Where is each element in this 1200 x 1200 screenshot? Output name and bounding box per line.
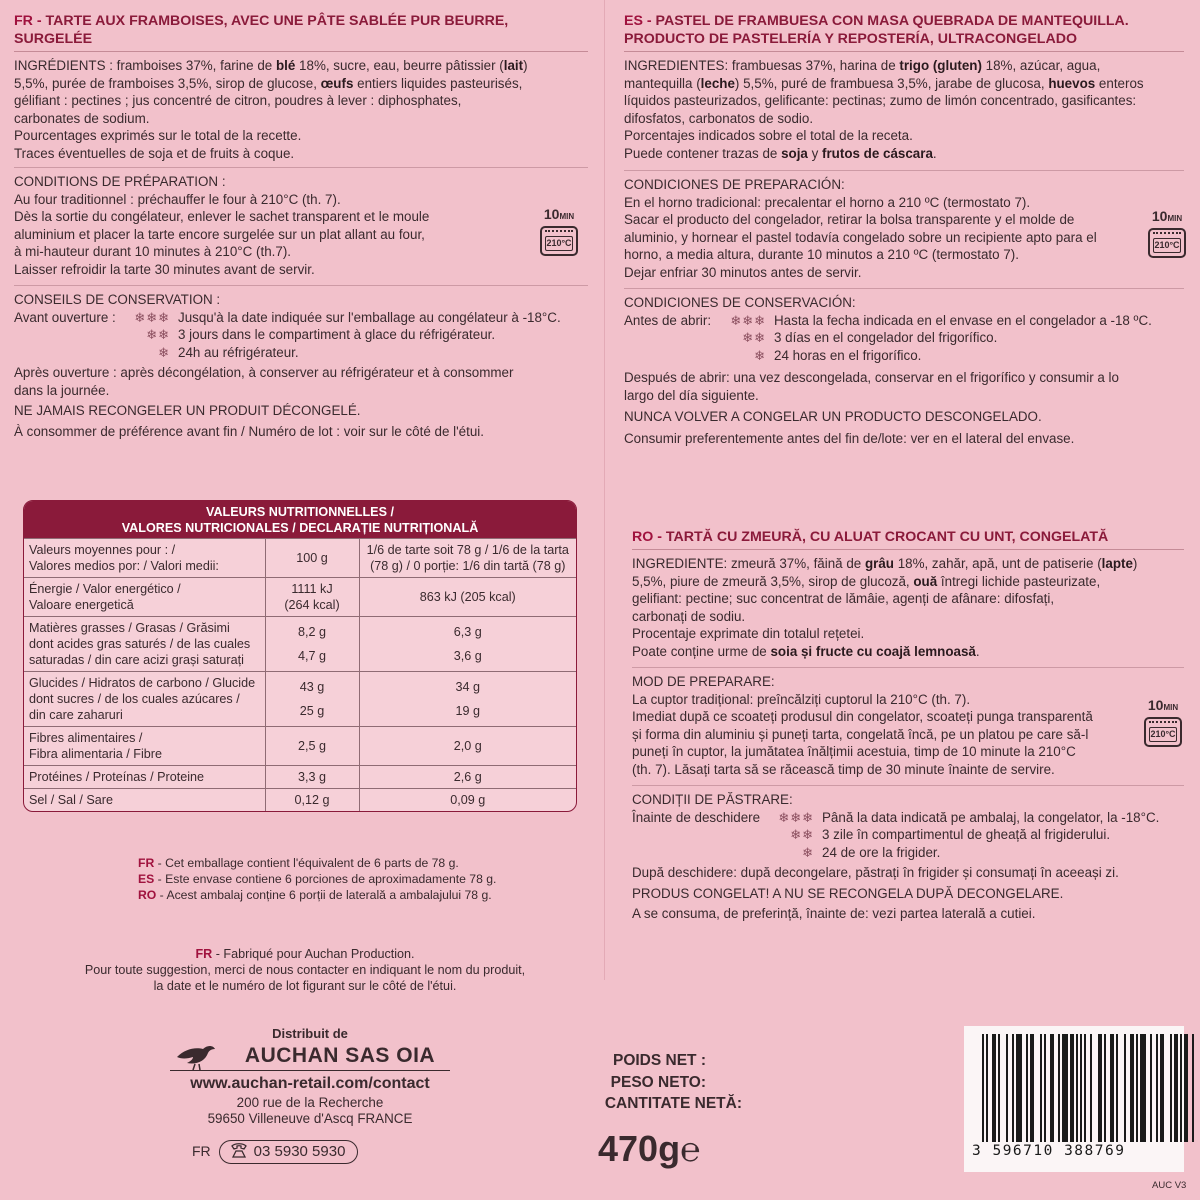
- text-run: gelifiant: pectine; suc concentrat de lămâie, agenți de afânare: difosfați,: [632, 591, 1055, 606]
- nutrition-row: [24, 766, 576, 789]
- fr-never-refreeze: NE JAMAIS RECONGELER UN PRODUIT DÉCONGELÉ.: [14, 403, 361, 418]
- text-line: [14, 57, 588, 75]
- nutrition-cell-text: 8,2 g: [297, 625, 326, 639]
- version-code: AUC V3: [1152, 1180, 1187, 1191]
- pack-notes: [138, 855, 496, 903]
- nutrition-cell-text: 3,6 g: [453, 649, 482, 663]
- brand-name: AUCHAN SAS OIA: [244, 1043, 436, 1067]
- text-run: INGREDIENTES: frambuesas 37%, harina de: [624, 58, 900, 73]
- text-line: puneți în cuptor, la jumătatea înălțimii acestuia, timp de 10 minute la 210°C: [632, 744, 1076, 759]
- ro-cons-title: CONDIȚII DE PĂSTRARE:: [632, 792, 793, 807]
- allergen: œufs: [320, 75, 354, 91]
- text-run: .: [932, 145, 937, 161]
- nutrition-cell-text: saturadas / din care acizi grași saturați: [29, 653, 244, 667]
- text-line: [14, 75, 588, 93]
- es-cons-after: [624, 369, 1184, 404]
- text-run: Porcentajes indicados sobre el total de la receta.: [624, 128, 913, 143]
- text-line: dans la journée.: [14, 382, 110, 398]
- estimated-sign-icon: ℮: [680, 1130, 701, 1169]
- nutrition-cell-text: 25 g: [299, 704, 325, 718]
- text-line: [14, 110, 588, 128]
- nutrition-cell-text: 2,0 g: [453, 739, 482, 753]
- ro-title: RO - TARTĂ CU ZMEURĂ, CU ALUAT CROCANT CU UNT, CONGELATĂ: [632, 529, 1109, 545]
- text-line: Au four traditionnel : préchauffer le four à 210°C (th. 7).: [14, 191, 341, 207]
- nutrition-cell-text: 43 g: [299, 680, 325, 694]
- text-line: Dès la sortie du congélateur, enlever le sachet transparent et le moule: [14, 209, 430, 224]
- storage-text: 3 zile în compartimentul de gheață al frigiderului.: [822, 827, 1111, 842]
- nutrition-row: [24, 672, 576, 727]
- nutrition-cell-text: Glucides / Hidratos de carbono / Glucide: [29, 676, 256, 690]
- nutrition-cell-text: 0,09 g: [450, 793, 486, 807]
- nutrition-cell-text: 4,7 g: [297, 649, 326, 663]
- es-prep-text: [624, 194, 1184, 282]
- nutrition-row: [24, 617, 576, 672]
- storage-row: [632, 826, 1184, 844]
- ro-cons-after: [632, 864, 1184, 882]
- text-run: INGRÉDIENTS : framboises 37%, farine de: [14, 58, 276, 73]
- text-line: Dejar enfriar 30 minutos antes de servir.: [624, 264, 862, 280]
- text-run: líquidos pasteurizados, gelificante: pectinas; zumo de limón concentrado, gasificantes:: [624, 93, 1137, 108]
- es-cons-rows: [624, 312, 1184, 365]
- es-title: ES - PASTEL DE FRAMBUESA CON MASA QUEBRADA DE MANTEQUILLA. PRODUCTO DE PASTELERÍA Y REPOSTERÍA, ULTRACONGELADO: [624, 13, 1129, 47]
- storage-row: [624, 312, 1184, 330]
- phone-icon: [229, 1143, 249, 1159]
- separator: [632, 785, 1184, 786]
- es-lang-code: ES -: [624, 13, 652, 29]
- fr-section: [14, 12, 588, 440]
- storage-row: [624, 347, 1184, 365]
- contact-url[interactable]: www.auchan-retail.com/contact: [190, 1074, 430, 1092]
- storage-text: 3 jours dans le compartiment à glace du réfrigérateur.: [178, 327, 496, 342]
- text-line: Después de abrir: una vez descongelada, conservar en el frigorífico y consumir a lo: [624, 370, 1119, 385]
- nutrition-cell-text: Énergie / Valor energético /: [29, 582, 181, 596]
- text-run: entiers liquides pasteurisés,: [353, 75, 523, 91]
- freezer-star-icon: ❄: [802, 844, 814, 860]
- text-line: [632, 643, 1184, 661]
- nutrition-row: [24, 789, 576, 812]
- pack-note: FR - Cet emballage contient l'équivalent de 6 parts de 78 g.: [138, 856, 459, 870]
- storage-text: Hasta la fecha indicada en el envase en el congelador a -18 ºC.: [774, 312, 1152, 328]
- text-run: ): [523, 58, 528, 73]
- storage-label: [624, 347, 720, 365]
- allergen: lait: [503, 58, 524, 73]
- text-line: [632, 555, 1184, 573]
- nutrition-table: [23, 500, 577, 812]
- text-run: carbonates de sodium.: [14, 110, 150, 126]
- text-run: Puede contener trazas de: [624, 145, 782, 161]
- separator: [14, 167, 588, 168]
- text-run: mantequilla (: [624, 75, 701, 91]
- storage-label: [632, 826, 766, 844]
- nutrition-cell-text: dont sucres / de los cuales azúcares /: [29, 692, 240, 706]
- storage-text: Jusqu'à la date indiquée sur l'emballage au congélateur à -18°C.: [178, 309, 561, 325]
- nutrition-cell-text: Sel / Sal / Sare: [29, 793, 113, 807]
- nutrition-row: [24, 727, 576, 766]
- storage-label: Avant ouverture :: [14, 309, 116, 325]
- text-line: [624, 110, 1184, 128]
- ro-prep-title: MOD DE PREPARARE:: [632, 674, 775, 689]
- nutrition-header: VALEURS NUTRITIONNELLES / VALORES NUTRICIONALES / DECLARAȚIE NUTRIȚIONALĂ: [24, 501, 576, 538]
- column-divider: [604, 0, 605, 980]
- storage-row: [14, 326, 588, 344]
- separator: [624, 51, 1184, 52]
- nutrition-cell-text: 1111 kJ: [291, 582, 333, 596]
- fr-prep-title: CONDITIONS DE PRÉPARATION :: [14, 174, 226, 189]
- allergen: leche: [700, 75, 735, 91]
- nutrition-cell-text: 6,3 g: [453, 625, 482, 639]
- text-line: [624, 127, 1184, 145]
- text-run: Poate conține urme de: [632, 643, 771, 659]
- storage-label: [14, 326, 122, 344]
- allergen: grâu: [864, 556, 894, 571]
- text-line: Laisser refroidir la tarte 30 minutes avant de servir.: [14, 261, 315, 277]
- text-line: [14, 127, 588, 145]
- ro-prep-text: [632, 691, 1184, 779]
- separator: [14, 51, 588, 52]
- text-line: horno, a media altura, durante 10 minutos a 210 ºC (termostato 7).: [624, 247, 1019, 262]
- allergen: lapte: [1101, 556, 1133, 571]
- nutrition-cell-text: (264 kcal): [284, 598, 340, 612]
- ro-lang-code: RO -: [632, 529, 662, 545]
- freezer-star-icon: ❄: [754, 347, 766, 363]
- oven-icon: 10MIN 210°C: [536, 206, 582, 260]
- text-line: aluminium et placer la tarte encore surgelée sur un plat allant au four,: [14, 226, 425, 242]
- text-run: ): [1132, 556, 1138, 571]
- es-section: [624, 12, 1184, 447]
- text-line: [624, 57, 1184, 75]
- storage-text: 24h au réfrigérateur.: [178, 344, 299, 360]
- text-run: 5,5%, piure de zmeură 3,5%, sirop de glucoză,: [632, 573, 914, 589]
- fr-cons-title: CONSEILS DE CONSERVATION :: [14, 292, 221, 307]
- nutrition-cell-text: 2,6 g: [453, 770, 482, 784]
- nutrition-cell-text: Protéines / Proteínas / Proteine: [29, 770, 205, 784]
- allergen: frutos de cáscara: [822, 145, 933, 161]
- text-line: aluminio, y hornear el pastel todavía congelado sobre un recipiente apto para el: [624, 229, 1097, 245]
- storage-row: [14, 309, 588, 327]
- weight-value: 470g: [598, 1127, 681, 1169]
- nutrition-cell-text: Fibra alimentaria / Fibre: [29, 747, 162, 761]
- text-run: gélifiant : pectines ; jus concentré de citron, poudres à lever : diphosphates,: [14, 93, 462, 108]
- ro-ingredients: [632, 555, 1184, 660]
- storage-label: [624, 329, 720, 347]
- oven-icon: 10MIN 210°C: [1140, 697, 1186, 751]
- text-run: întregi lichide pasteurizate,: [937, 573, 1101, 589]
- text-line: Sacar el producto del congelador, retirar la bolsa transparente y el molde de: [624, 212, 1075, 227]
- allergen: huevos: [1048, 75, 1096, 91]
- separator: [14, 285, 588, 286]
- storage-row: [624, 329, 1184, 347]
- ro-cons-rows: [632, 809, 1184, 862]
- es-prep-title: CONDICIONES DE PREPARACIÓN:: [624, 177, 845, 192]
- storage-label: Antes de abrir:: [624, 312, 712, 328]
- text-line: După deschidere: după decongelare, păstrați în frigider și consumați în aceeași zi.: [632, 865, 1119, 880]
- text-line: [624, 145, 1184, 163]
- text-run: 18%, zahăr, apă, unt de patiserie (: [893, 556, 1102, 571]
- text-run: Traces éventuelles de soja et de fruits à coque.: [14, 145, 295, 161]
- text-run: Procentaje exprimate din totalul rețetei.: [632, 626, 865, 641]
- nutrition-cell-text: din care zaharuri: [29, 708, 123, 722]
- nutrition-column-headers: Valeurs moyennes pour : / Valores medios por: / Valori medii: 100 g 1/6 de tarte soit 78 g / 1/6 de la tarta (78 g) / 0 porție: 1/6 din tartă (78 g): [24, 539, 576, 578]
- storage-row: [632, 809, 1184, 827]
- text-line: Imediat după ce scoateți produsul din congelator, scoateți punga transparentă: [632, 709, 1093, 724]
- storage-label: Înainte de deschidere: [632, 809, 761, 825]
- nutrition-cell-text: 0,12 g: [294, 793, 330, 807]
- separator: [624, 288, 1184, 289]
- fr-best-before: À consommer de préférence avant fin / Numéro de lot : voir sur le côté de l'étui.: [14, 423, 484, 439]
- nutrition-cell-text: Matières grasses / Grasas / Grăsimi: [29, 621, 230, 635]
- fr-lang-code: FR -: [14, 13, 42, 29]
- fr-cons-after: [14, 364, 588, 399]
- text-run: 18%, azúcar, agua,: [981, 58, 1101, 73]
- storage-text: 3 días en el congelador del frigorífico.: [774, 330, 998, 345]
- text-line: à mi-hauteur durant 10 minutes à 210°C (th.7).: [14, 244, 292, 259]
- es-best-before: Consumir preferentemente antes del fin de/lote: ver en el lateral del envase.: [624, 430, 1075, 446]
- freezer-star-icon: ❄❄: [742, 330, 766, 345]
- nutrition-cell-text: dont acides gras saturés / de las cuales: [29, 637, 251, 651]
- text-line: [632, 590, 1184, 608]
- storage-row: [632, 844, 1184, 862]
- allergen: ouă: [913, 573, 938, 589]
- text-line: (th. 7). Lăsați tarta să se răcească timp de 30 minute înainte de servire.: [632, 761, 1055, 777]
- ro-never-refreeze: PRODUS CONGELAT! A NU SE RECONGELA DUPĂ DECONGELARE.: [632, 885, 1064, 901]
- fr-ingredients: [14, 57, 588, 162]
- es-ingredients: [624, 57, 1184, 162]
- text-line: [632, 625, 1184, 643]
- text-run: Pourcentages exprimés sur le total de la recette.: [14, 128, 302, 143]
- pack-note: ES - Este envase contiene 6 porciones de aproximadamente 78 g.: [138, 872, 497, 886]
- text-line: Après ouverture : après décongélation, à conserver au réfrigérateur et à consommer: [14, 365, 514, 380]
- pack-note: RO - Acest ambalaj conține 6 porții de laterală a ambalajului 78 g.: [138, 888, 492, 902]
- allergen: trigo (gluten): [899, 58, 982, 73]
- text-line: [632, 608, 1184, 626]
- storage-label: [14, 344, 122, 362]
- allergen: soja: [781, 145, 808, 161]
- nutrition-cell-text: 863 kJ (205 kcal): [419, 590, 516, 604]
- contact-info: FR - Fabriqué pour Auchan Production. Pour toute suggestion, merci de nous contacter en indiquant le nom du produit, la date et le numéro de lot figurant sur le côté de l'étui.: [84, 947, 526, 993]
- storage-text: 24 de ore la frigider.: [822, 844, 941, 860]
- text-line: La cuptor tradițional: preîncălziți cuptorul la 210°C (th. 7).: [632, 691, 971, 707]
- text-line: [14, 145, 588, 163]
- ro-best-before: A se consuma, de preferință, înainte de: vezi partea laterală a cutiei.: [632, 906, 1036, 921]
- fr-cons-rows: [14, 309, 588, 362]
- text-run: 5,5%, purée de framboises 3,5%, sirop de glucose,: [14, 75, 321, 91]
- allergen: blé: [275, 58, 296, 73]
- text-run: 18%, sucre, eau, beurre pâtissier (: [295, 58, 504, 73]
- storage-label: [632, 844, 766, 862]
- freezer-star-icon: ❄: [158, 344, 170, 360]
- text-run: difosfatos, carbonatos de sodio.: [624, 110, 814, 126]
- net-weight: POIDS NET : PESO NETO: CANTITATE NETĂ: 470g℮: [598, 1052, 742, 1169]
- allergen: soia și fructe cu coajă lemnoasă: [770, 643, 976, 659]
- freezer-star-icon: ❄❄❄: [730, 312, 766, 328]
- freezer-star-icon: ❄❄: [790, 827, 814, 842]
- text-line: [624, 75, 1184, 93]
- freezer-star-icon: ❄❄❄: [134, 309, 170, 325]
- nutrition-cell-text: 34 g: [455, 680, 480, 694]
- text-line: En el horno tradicional: precalentar el horno a 210 ºC (termostato 7).: [624, 194, 1031, 210]
- separator: [632, 667, 1184, 668]
- storage-text: 24 horas en el frigorífico.: [774, 347, 922, 363]
- nutrition-row: [24, 578, 576, 617]
- text-run: .: [975, 643, 980, 659]
- fr-prep-text: [14, 191, 588, 279]
- text-line: [14, 92, 588, 110]
- ro-section: [632, 528, 1184, 923]
- freezer-star-icon: ❄❄❄: [778, 809, 814, 825]
- text-run: carbonați de sodiu.: [632, 608, 746, 624]
- phone-block: FR 03 5930 5930: [192, 1140, 358, 1164]
- nutrition-cell-text: Fibres alimentaires /: [29, 731, 143, 745]
- nutrition-cell-text: 3,3 g: [297, 770, 326, 784]
- separator: [632, 549, 1184, 550]
- es-cons-title: CONDICIONES DE CONSERVACIÓN:: [624, 295, 856, 310]
- freezer-star-icon: ❄❄: [146, 327, 170, 342]
- separator: [624, 170, 1184, 171]
- text-line: largo del día siguiente.: [624, 387, 759, 403]
- nutrition-cell-text: 2,5 g: [297, 739, 326, 753]
- oven-icon: 10MIN 210°C: [1144, 208, 1190, 262]
- text-run: y: [807, 145, 823, 161]
- barcode: [964, 1026, 1184, 1172]
- barcode-number: 3 596710 388769: [972, 1143, 1126, 1159]
- fr-title: FR - TARTE AUX FRAMBOISES, AVEC UNE PÂTE SABLÉE PUR BEURRE, SURGELÉE: [14, 13, 509, 47]
- barcode-bars: [982, 1034, 1200, 1142]
- distributor-block: Distribuit de AUCHAN SAS OIA www.auchan-retail.com/contact 200 rue de la Recherche 59650 Villeneuve d'Ascq FRANCE: [150, 1025, 470, 1127]
- text-run: ) 5,5%, puré de frambuesa 3,5%, jarabe de glucosa,: [734, 75, 1049, 91]
- phone-number[interactable]: 03 5930 5930: [219, 1140, 359, 1164]
- nutrition-cell-text: Valoare energetică: [29, 598, 134, 612]
- storage-row: [14, 344, 588, 362]
- text-line: [624, 92, 1184, 110]
- storage-text: Până la data indicată pe ambalaj, la congelator, la -18°C.: [822, 809, 1160, 825]
- text-line: și forma din aluminiu și puneți tarta, congelată încă, pe un platou pe care să-l: [632, 726, 1089, 742]
- text-line: [632, 573, 1184, 591]
- text-run: INGREDIENTE: zmeură 37%, făină de: [632, 556, 865, 571]
- nutrition-cell-text: 19 g: [455, 704, 480, 718]
- es-never-refreeze: NUNCA VOLVER A CONGELAR UN PRODUCTO DESCONGELADO.: [624, 409, 1042, 424]
- text-run: enteros: [1095, 75, 1144, 91]
